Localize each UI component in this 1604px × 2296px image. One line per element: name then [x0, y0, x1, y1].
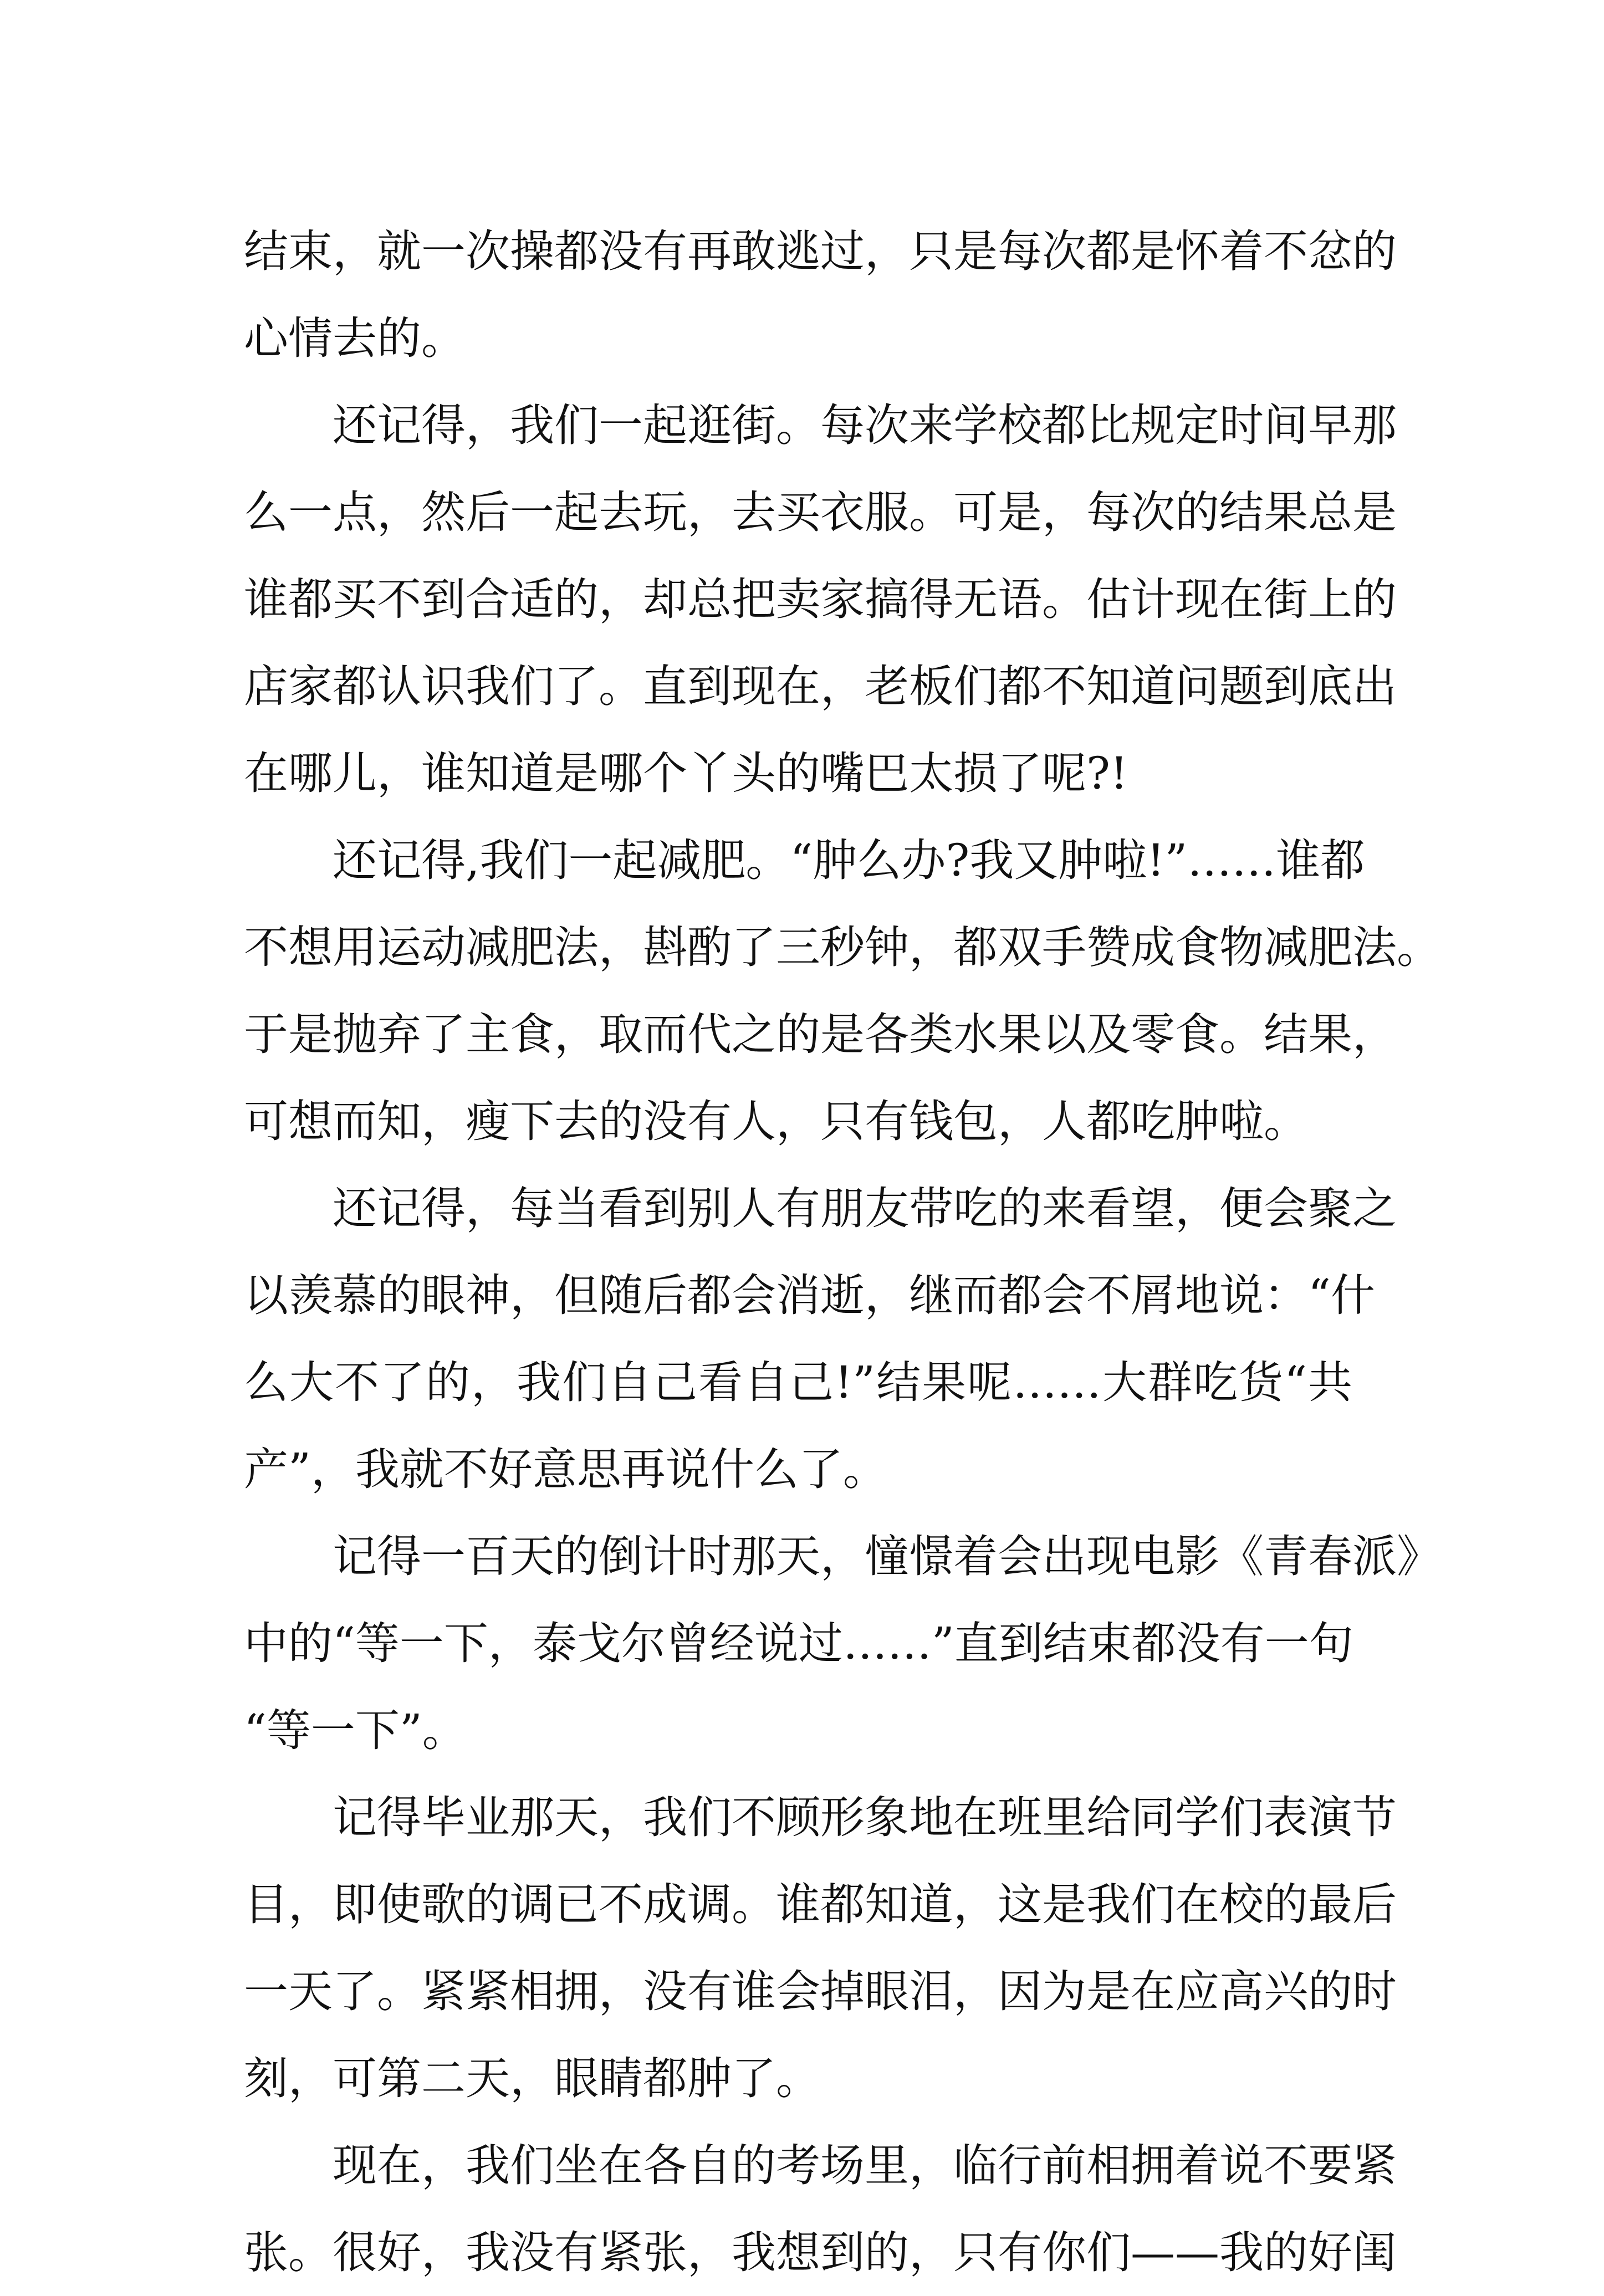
text-line: 可想而知，瘦下去的没有人，只有钱包，人都吃肿啦。 [244, 1096, 1308, 1147]
paragraph-first-line: 现在，我们坐在各自的考场里，临行前相拥着说不要紧 [333, 2140, 1397, 2191]
paragraph-first-line: 还记得，我们一起逛街。每次来学校都比规定时间早那 [333, 400, 1397, 451]
paragraph-first-line: 记得毕业那天，我们不顾形象地在班里给同学们表演节 [333, 1792, 1397, 1843]
text-line: 刻，可第二天，眼睛都肿了。 [244, 2053, 820, 2104]
text-line: 一天了。紧紧相拥，没有谁会掉眼泪，因为是在应高兴的时 [244, 1966, 1397, 2017]
text-line: 不想用运动减肥法，斟酌了三秒钟，都双手赞成食物减肥法。 [244, 922, 1441, 973]
paragraph-first-line: 记得一百天的倒计时那天，憧憬着会出现电影《青春派》 [333, 1531, 1441, 1582]
paragraph-first-line: 还记得,我们一起减肥。“肿么办?我又肿啦!”……谁都 [333, 835, 1365, 886]
text-line: 以羡慕的眼神，但随后都会消逝，继而都会不屑地说：“什 [244, 1270, 1375, 1321]
text-line: 结束，就一次操都没有再敢逃过，只是每次都是怀着不忿的 [244, 226, 1397, 277]
text-line: 么大不了的，我们自己看自己!”结果呢……大群吃货“共 [244, 1357, 1352, 1408]
text-line: 在哪儿，谁知道是哪个丫头的嘴巴太损了呢?! [244, 748, 1128, 799]
text-line: 目，即使歌的调已不成调。谁都知道，这是我们在校的最后 [244, 1879, 1397, 1930]
text-line: 产”，我就不好意思再说什么了。 [244, 1444, 887, 1495]
text-line: 于是抛弃了主食，取而代之的是各类水果以及零食。结果， [244, 1009, 1397, 1060]
text-line: 么一点，然后一起去玩，去买衣服。可是，每次的结果总是 [244, 487, 1397, 538]
paragraph-first-line: 还记得，每当看到别人有朋友带吃的来看望，便会聚之 [333, 1183, 1397, 1234]
text-line: 谁都买不到合适的，却总把卖家搞得无语。估计现在街上的 [244, 574, 1397, 625]
text-line: “等一下”。 [244, 1705, 467, 1756]
text-line: 店家都认识我们了。直到现在，老板们都不知道问题到底出 [244, 661, 1397, 712]
text-line: 张。很好，我没有紧张，我想到的，只有你们——我的好闺 [244, 2227, 1397, 2278]
essay-text [244, 208, 1441, 2296]
text-line: 心情去的。 [244, 313, 466, 364]
text-line: 中的“等一下，泰戈尔曾经说过……”直到结束都没有一句 [244, 1618, 1353, 1669]
